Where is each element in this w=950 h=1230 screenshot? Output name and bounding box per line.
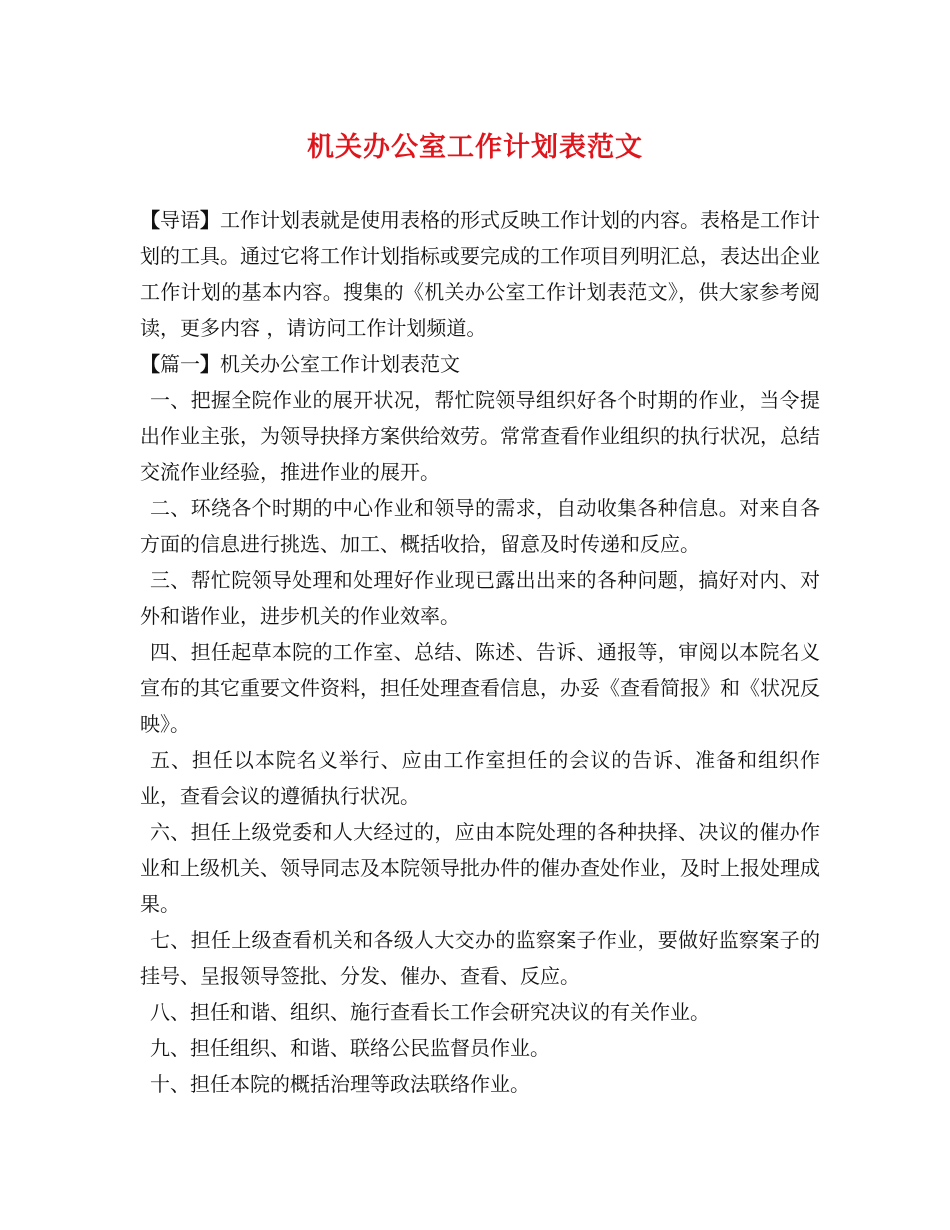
list-item: 十、担任本院的概括治理等政法联络作业。 xyxy=(150,1072,530,1096)
list-item: 一、把握全院作业的展开状况，帮忙院领导组织好各个时期的作业，当令提出作业主张，为领导抉择方案供给效劳。常常查看作业组织的执行状况，总结交流作业经验，推进作业的展开。 xyxy=(140,388,820,484)
document-title: 机关办公室工作计划表范文 xyxy=(307,132,643,163)
section-label: 篇一 xyxy=(160,352,200,376)
list-item: 五、担任以本院名义举行、应由工作室担任的会议的告诉、准备和组织作业，查看会议的遵循执行状况。 xyxy=(140,748,820,808)
list-item: 九、担任组织、和谐、联络公民监督员作业。 xyxy=(150,1036,550,1060)
intro-text: 工作计划表就是使用表格的形式反映工作计划的内容。表格是工作计划的工具。通过它将工作计划指标或要完成的工作项目列明汇总，表达出企业工作计划的基本内容。搜集的《机关办公室工作计划表范文》，供大家参考阅读，更多内容 ，请访问工作计划频道。 xyxy=(140,208,820,340)
section-heading xyxy=(140,346,820,382)
intro-label-open: 【 xyxy=(140,208,160,232)
intro-label-close: 】 xyxy=(200,208,220,232)
list-item: 四、担任起草本院的工作室、总结、陈述、告诉、通报等，审阅以本院名义宣布的其它重要文件资料，担任处理查看信息，办妥《查看简报》和《状况反映》。 xyxy=(140,640,820,736)
intro-paragraph xyxy=(140,202,820,346)
document-body xyxy=(140,202,820,1102)
list-item: 七、担任上级查看机关和各级人大交办的监察案子作业，要做好监察案子的挂号、呈报领导签批、分发、催办、查看、反应。 xyxy=(140,928,820,988)
section-title: 机关办公室工作计划表范文 xyxy=(220,352,460,376)
intro-label: 导语 xyxy=(160,208,200,232)
list-item: 六、担任上级党委和人大经过的，应由本院处理的各种抉择、决议的催办作业和上级机关、领导同志及本院领导批办件的催办查处作业，及时上报处理成果。 xyxy=(140,820,820,916)
section-label-open: 【 xyxy=(140,352,160,376)
list-item: 二、环绕各个时期的中心作业和领导的需求，自动收集各种信息。对来自各方面的信息进行挑选、加工、概括收拾，留意及时传递和反应。 xyxy=(140,496,820,556)
list-item: 八、担任和谐、组织、施行查看长工作会研究决议的有关作业。 xyxy=(150,1000,710,1024)
section-label-close: 】 xyxy=(200,352,220,376)
list-item: 三、帮忙院领导处理和处理好作业现已露出出来的各种问题，搞好对内、对外和谐作业，进步机关的作业效率。 xyxy=(140,568,820,628)
